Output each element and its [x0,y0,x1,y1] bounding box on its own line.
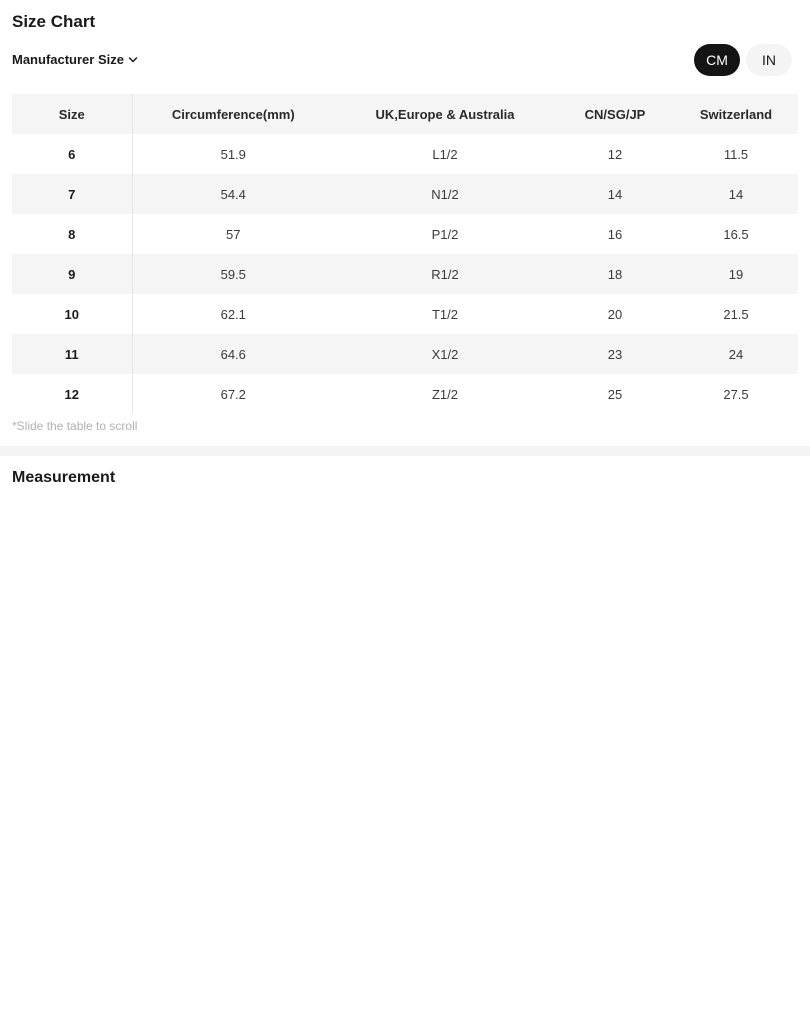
cell-uk-europe-australia: R1/2 [334,254,556,294]
unit-in-button[interactable]: IN [746,44,792,76]
cell-size: 6 [12,134,132,174]
scroll-hint: *Slide the table to scroll [12,419,138,433]
table-row [12,374,798,414]
cell-cn-sg-jp: 16 [607,226,623,242]
measurement-title: Measurement [12,469,116,486]
manufacturer-size-label: Manufacturer Size [12,52,124,67]
table-row [12,334,798,374]
cell-switzerland: 21.5 [723,306,749,322]
cell-uk-europe-australia: L1/2 [432,146,458,162]
cell-switzerland: 24 [674,334,798,374]
cell-circumference: 59.5 [132,254,334,294]
header-circumference: Circumference(mm) [132,94,334,134]
cell-circumference: 67.2 [220,386,246,402]
cell-size: 7 [12,174,132,214]
size-table [12,94,799,414]
cell-uk-europe-australia: Z1/2 [431,386,458,402]
cell-cn-sg-jp: 23 [556,334,674,374]
header-uk-europe-australia: UK,Europe & Australia [334,94,556,134]
header-cn-sg-jp: CN/SG/JP [556,94,674,134]
unit-cm-button[interactable]: CM [694,44,740,76]
size-table-container[interactable] [12,94,798,414]
manufacturer-size-dropdown[interactable] [12,52,138,67]
table-row [12,134,798,174]
cell-size: 9 [12,254,132,294]
cell-circumference: 62.1 [220,306,246,322]
table-header-row [12,94,798,134]
header-size: Size [12,94,132,134]
cell-size: 11 [12,334,132,374]
header-switzerland: Switzerland [674,94,798,134]
cell-uk-europe-australia: X1/2 [334,334,556,374]
cell-cn-sg-jp: 14 [556,174,674,214]
cell-uk-europe-australia: P1/2 [431,226,459,242]
cell-switzerland: 27.5 [723,386,749,402]
section-divider [0,446,810,456]
table-row [12,214,798,254]
cell-circumference: 57 [226,226,241,242]
cell-cn-sg-jp: 12 [607,146,623,162]
cell-cn-sg-jp: 20 [607,306,623,322]
table-row [12,294,798,334]
unit-toggle [694,44,792,76]
table-row [12,174,798,214]
cell-circumference: 51.9 [220,146,246,162]
cell-switzerland: 19 [674,254,798,294]
cell-switzerland: 14 [674,174,798,214]
cell-uk-europe-australia: N1/2 [334,174,556,214]
chevron-down-icon [128,55,138,65]
cell-uk-europe-australia: T1/2 [431,306,458,322]
cell-cn-sg-jp: 18 [556,254,674,294]
table-row [12,254,798,294]
cell-circumference: 64.6 [132,334,334,374]
cell-switzerland: 11.5 [723,146,749,162]
cell-size: 10 [12,294,132,334]
cell-cn-sg-jp: 25 [607,386,623,402]
cell-circumference: 54.4 [132,174,334,214]
page-title: Size Chart [12,12,96,31]
cell-size: 12 [12,374,132,414]
cell-switzerland: 16.5 [723,226,749,242]
cell-size: 8 [12,214,132,254]
